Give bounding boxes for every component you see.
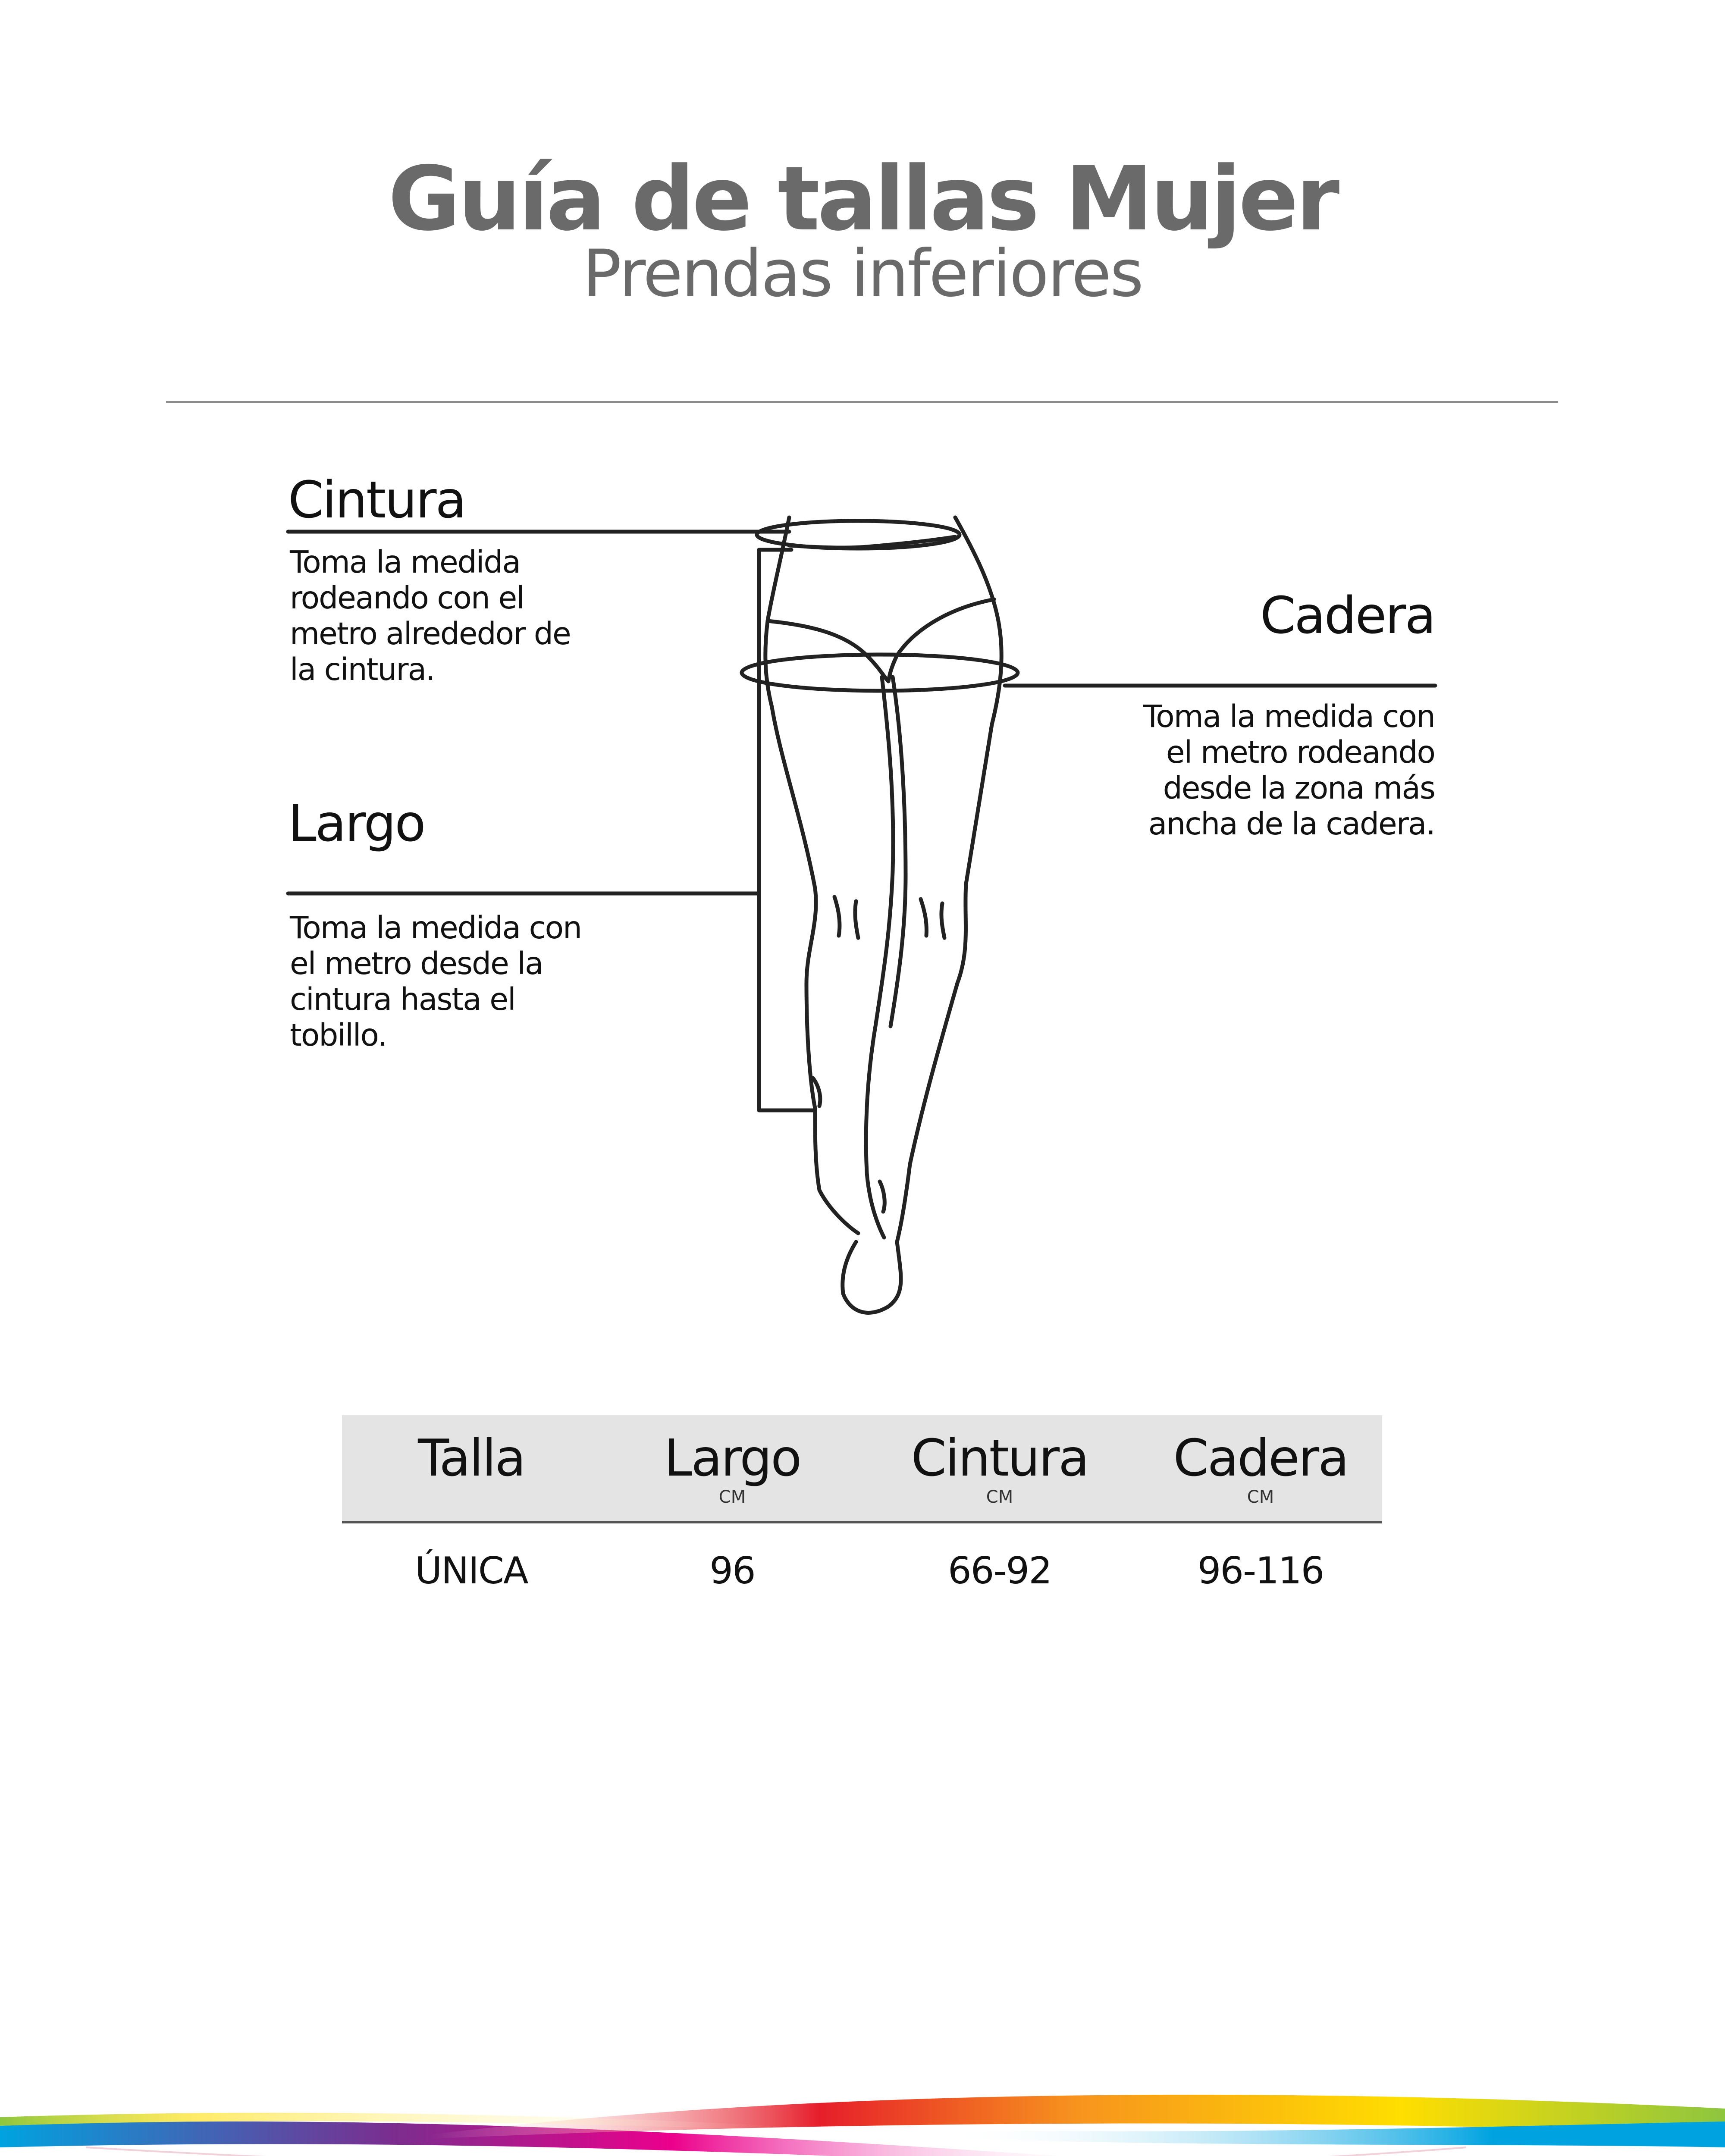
- largo-line: Toma la medida con: [290, 910, 582, 946]
- cell-talla: ÚNICA: [415, 1549, 528, 1592]
- cintura-line: Toma la medida: [290, 544, 521, 580]
- cell-largo: 96: [709, 1549, 755, 1592]
- header-talla: [342, 1428, 601, 1489]
- cadera-line: Toma la medida con: [1143, 699, 1435, 734]
- rainbow-swoosh-decoration: [0, 2061, 1725, 2156]
- header-unit: CM: [718, 1487, 746, 1507]
- largo-line: el metro desde la: [290, 946, 543, 981]
- cadera-line: el metro rodeando: [1166, 734, 1435, 770]
- cintura-label: Cintura: [288, 470, 465, 530]
- largo-label: Largo: [288, 793, 425, 853]
- largo-line: tobillo.: [290, 1017, 387, 1053]
- table-header-rule: [342, 1521, 1382, 1523]
- cintura-line: metro alrededor de: [290, 616, 571, 652]
- header-cadera: [1131, 1428, 1390, 1507]
- size-table-header: [342, 1415, 1382, 1523]
- largo-line: cintura hasta el: [290, 981, 515, 1017]
- cadera-label: Cadera: [1260, 586, 1435, 645]
- header-largo: [603, 1428, 862, 1507]
- header-unit: CM: [1247, 1487, 1274, 1507]
- cadera-line: ancha de la cadera.: [1148, 806, 1435, 842]
- header-label: Cintura: [911, 1428, 1088, 1488]
- header-label: Talla: [418, 1428, 525, 1488]
- header-label: Largo: [664, 1428, 801, 1488]
- cintura-line: rodeando con el: [290, 580, 524, 616]
- cintura-line: la cintura.: [290, 652, 435, 687]
- page-title: Guía de tallas Mujer: [388, 148, 1337, 251]
- header-cintura: [870, 1428, 1129, 1507]
- header-unit: CM: [986, 1487, 1013, 1507]
- cadera-line: desde la zona más: [1163, 770, 1435, 806]
- table-row: [342, 1549, 1382, 1604]
- header-label: Cadera: [1173, 1428, 1348, 1488]
- cell-cintura: 66-92: [948, 1549, 1051, 1592]
- cell-cadera: 96-116: [1197, 1549, 1324, 1592]
- page-subtitle: Prendas inferiores: [582, 236, 1143, 311]
